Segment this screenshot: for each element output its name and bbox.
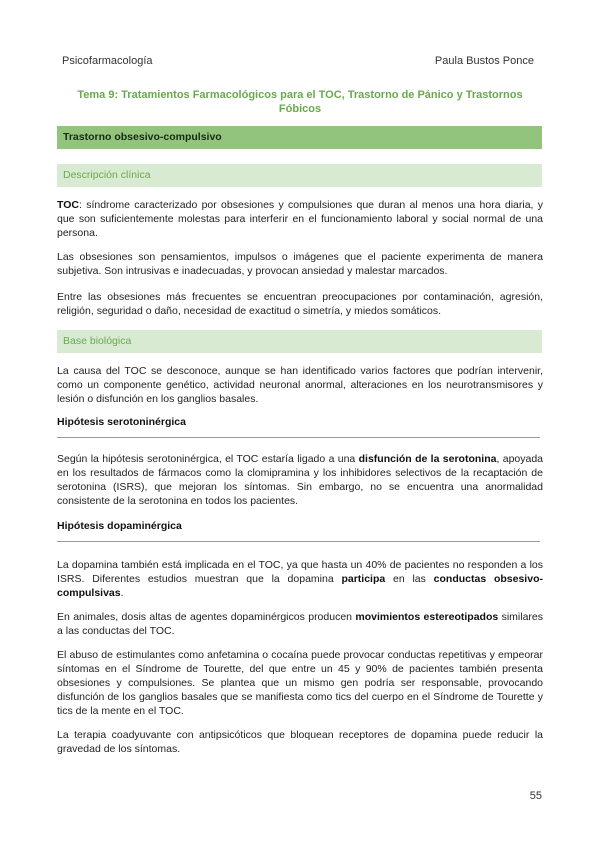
bold-term: disfunción de la serotonina — [358, 453, 497, 465]
header-author: Paula Bustos Ponce — [434, 55, 534, 67]
paragraph-text: . — [120, 587, 124, 599]
subsection-title: Base biológica — [63, 335, 132, 347]
subsection-bar-biology — [57, 330, 542, 353]
paragraph-text: Según la hipótesis serotoninérgica, el TOC estaría ligado a una — [57, 453, 359, 465]
paragraph-text: La dopamina también está implicada en el TOC, ya que hasta un 40% de pacientes no responden a los ISRS. Diferentes estudios muestran que la dopamina — [57, 559, 543, 585]
subsection-bar-description — [57, 164, 542, 187]
header-subject: Psicofarmacología — [62, 55, 153, 67]
paragraph-cause: La causa del TOC se desconoce, aunque se han identificado varios factores que podrían intervenir, como un componente genético, actividad neuronal anormal, alteraciones en los neurotransmisores y lesión o disfunción en los ganglios basales. — [57, 365, 543, 405]
subsection-title: Descripción clínica — [63, 169, 151, 181]
bold-term: participa — [341, 573, 386, 585]
paragraph-text: en las — [385, 573, 434, 585]
paragraph-toc-definition — [57, 198, 543, 240]
paragraph-frequent-obsessions: Entre las obsesiones más frecuentes se encuentran preocupaciones por contaminación, agresión, religión, seguridad o daño, necesidad de exactitud o simetría, y miedos somáticos. — [57, 291, 543, 317]
section-bar — [57, 126, 542, 149]
paragraph-obsessions: Las obsesiones son pensamientos, impulsos o imágenes que el paciente experimenta de manera subjetiva. Son intrusivas e inadecuadas, y provocan ansiedad y malestar marcados. — [57, 251, 543, 277]
paragraph-antipsychotics: La terapia coadyuvante con antipsicóticos que bloquean receptores de dopamina puede reducir la gravedad de los síntomas. — [57, 729, 543, 755]
heading-dopamine-hypothesis: Hipótesis dopaminérgica — [57, 520, 182, 532]
bold-term: movimientos estereotipados — [355, 611, 499, 623]
paragraph-text: similares a las conductas del TOC. — [57, 611, 544, 637]
paragraph-animals — [57, 610, 543, 638]
page-number: 55 — [529, 790, 542, 802]
paragraph-dopamine — [57, 558, 543, 600]
paragraph-text: : síndrome caracterizado por obsesiones y compulsiones que duran al menos una hora diaria, y que son suficientemente molestas para interferir en el funcionamiento laboral y social normal de una persona. — [57, 199, 543, 239]
paragraph-text: , apoyada en los resultados de fármacos como la clomipramina y los inhibidores selectivos de la recaptación de serotonina (ISRS), que mejoran los síntomas. Sin embargo, no se encuentra una anormalidad consistente de la serotonina en todos los pacientes. — [57, 453, 544, 507]
bold-term: TOC — [57, 199, 79, 211]
paragraph-stimulants: El abuso de estimulantes como anfetamina o cocaína puede provocar conductas repetitivas y empeorar síntomas en el Síndrome de Tourette, del que entre un 45 y 90% de pacientes también presenta obsesiones y compulsiones. Se plantea que un mismo gen podría ser responsable, provocando disfunción de los ganglios basales que se manifiesta como tics del cuerpo en el Síndrome de Tourette y tics de la mente en el TOC. — [57, 649, 543, 717]
divider — [57, 541, 540, 542]
divider — [57, 437, 540, 438]
page-title: Tema 9: Tratamientos Farmacológicos para el TOC, Trastorno de Pánico y Trastornos Fóbicos — [77, 89, 523, 115]
paragraph-serotonin — [57, 452, 543, 508]
bold-term: conductas obsesivo-compulsivas — [57, 573, 543, 599]
heading-serotonin-hypothesis: Hipótesis serotoninérgica — [57, 416, 186, 428]
paragraph-text: En animales, dosis altas de agentes dopaminérgicos producen — [57, 611, 356, 623]
section-title: Trastorno obsesivo-compulsivo — [63, 131, 222, 143]
